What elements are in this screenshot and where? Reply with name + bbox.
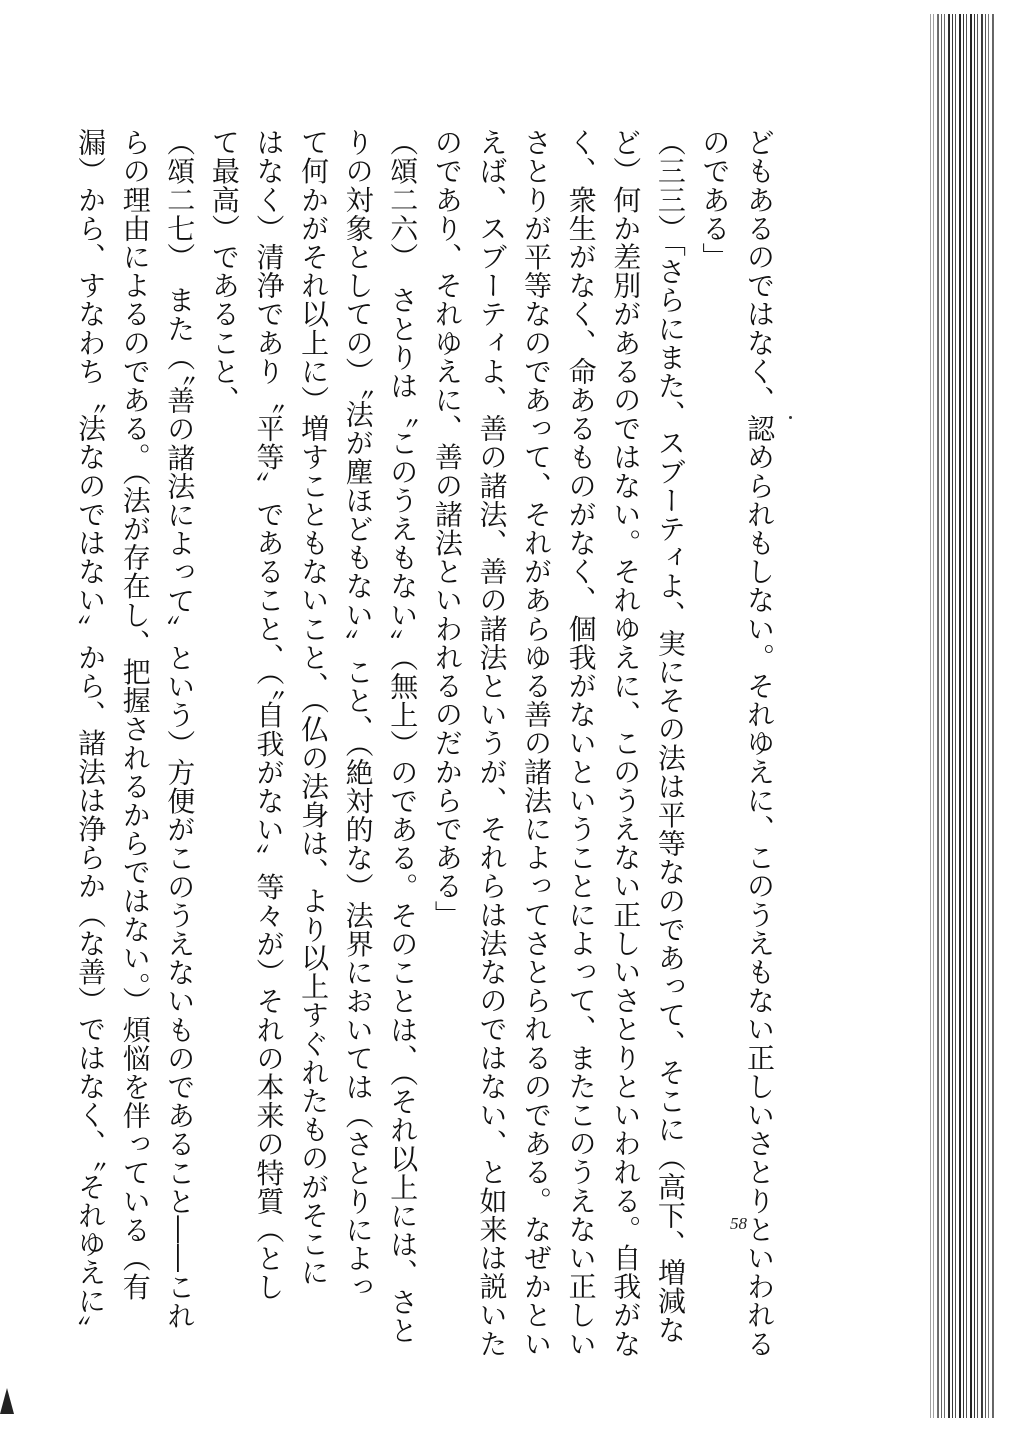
text-line: りの対象としての）〝法が塵ほどもない〟こと、（絶対的な）法界においては（さとりによっ [341, 128, 375, 1302]
text-line: どもあるのではなく、認められもしない。それゆえに、このうえもない正しいさとりといわれる [743, 128, 776, 1358]
text-line: く、衆生がなく、命あるものがなく、個我がないということによって、またこのうえない正しい [564, 128, 598, 1358]
text-line: （頌二六） さとりは〝このうえもない〟（無上）のである。そのことは、（それ以上には、さと [386, 128, 420, 1345]
scan-speck [789, 416, 792, 419]
text-line: 漏）から、すなわち〝法なのではない〟から、諸法は浄らか（な善）ではなく、〝それゆえに〟 [74, 128, 108, 1344]
text-line: て最高）であること、 [207, 128, 241, 414]
text-line: さとりが平等なのであって、それがあらゆる善の諸法によってさとられるのである。なぜかとい [520, 128, 554, 1358]
text-line: のである」 [698, 128, 732, 271]
text-line: （頌二七） また（〝善の諸法によって〟という）方便がこのうえないものであること――これ [163, 128, 197, 1330]
text-line: はなく）清浄であり〝平等〟であること、（〝自我がない〟等々が）それの本来の特質（とし [252, 128, 286, 1302]
text-line: のであり、それゆえに、善の諸法といわれるのだからである」 [430, 128, 464, 929]
text-line: て何かがそれ以上に）増すこともないこと、（仏の法身は、より以上すぐれたものがそこに [297, 128, 331, 1287]
text-line: （三三）「さらにまた、スブーティよ、実にその法は平等なのであって、そこに（高下、増減な [653, 128, 687, 1344]
page-number: 58 [730, 1214, 747, 1233]
scan-corner-artifact [0, 1388, 14, 1414]
scan-edge-shading [930, 14, 996, 1418]
text-line: えば、スブーティよ、善の諸法、善の諸法というが、それらは法なのではない、と如来は説いた [475, 128, 509, 1358]
text-line: らの理由によるのである。（法が存在し、把握されるからではない。）煩悩を伴っている（有 [118, 128, 152, 1302]
text-line: ど）何か差別があるのではない。それゆえに、このうえない正しいさとりといわれる。自我がな [609, 128, 643, 1358]
